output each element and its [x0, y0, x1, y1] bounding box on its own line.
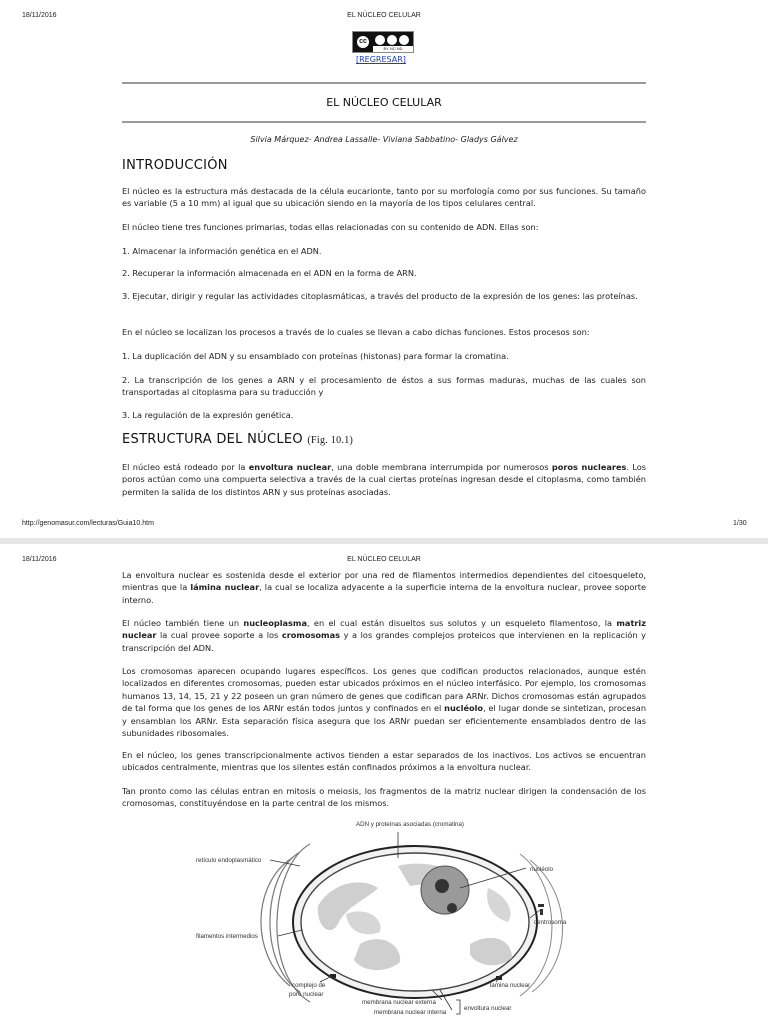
- genes-paragraph: En el núcleo, los genes transcripcionalmente activos tienden a estar separados de los inactivos. Los activos se encuentran ubicados centralmente, mientras que los silentes están confinados próximos a la envoltura nuclear.: [122, 750, 646, 773]
- by-icon: [375, 35, 385, 45]
- function-item: 1. Almacenar la información genética en el ADN.: [122, 246, 322, 256]
- structure-heading: [122, 432, 353, 447]
- centrosome: [540, 909, 543, 915]
- intro-paragraph-1: El núcleo es la estructura más destacada de la célula eucarionte, tanto por su morfología como por sus funciones. Su tamaño es variable (5 a 10 mm) al igual que su ubicación siendo en la mayoría de los tipos celulares central.: [122, 186, 646, 209]
- function-item: 2. Recuperar la información almacenada en el ADN en la forma de ARN.: [122, 268, 417, 278]
- processes-intro: En el núcleo se localizan los procesos a través de lo cuales se llevan a cabo dichas funciones. Estos procesos son:: [122, 327, 590, 337]
- centrosome: [538, 904, 544, 907]
- label-chromatin: ADN y proteínas asociadas (cromatina): [356, 821, 464, 828]
- label-er: retículo endoplasmático: [196, 857, 262, 864]
- label-inner-membrane: membrana nuclear interna: [374, 1009, 447, 1016]
- page-separator: [0, 538, 768, 544]
- title-rule-bottom: [122, 121, 646, 123]
- nucleolus-core: [435, 879, 449, 893]
- page1-date: 18/11/2016: [22, 12, 57, 19]
- title-rule-top: [122, 82, 646, 84]
- label-pore-2: poro nuclear: [289, 991, 324, 998]
- figure-reference: (Fig. 10.1): [307, 435, 354, 446]
- label-centrosome: centrosoma: [534, 919, 567, 926]
- page-title: EL NÚCLEO CELULAR: [326, 96, 442, 109]
- license-strip: BY NC ND: [373, 46, 413, 52]
- page2-header-title: EL NÚCLEO CELULAR: [347, 556, 421, 563]
- nc-icon: [387, 35, 397, 45]
- nucleolus-core: [447, 903, 457, 913]
- back-link[interactable]: [REGRESAR]: [356, 55, 406, 64]
- envelope-paragraph: La envoltura nuclear es sostenida desde el exterior por una red de filamentos intermedios dependientes del citoesqueleto, mientras que la lámina nuclear, la cual se localiza adyacente a la superficie interna de la envoltura nuclear, provee soporte interno.: [122, 570, 647, 605]
- label-envelope: envoltura nuclear: [464, 1005, 512, 1012]
- label-filaments: filamentos intermedios: [196, 933, 258, 940]
- nd-icon: [399, 35, 409, 45]
- structure-paragraph: El núcleo está rodeado por la envoltura nuclear, una doble membrana interrumpida por numerosos poros nucleares. Los poros actúan como una compuerta selectiva a través de la cual ciertas proteínas ingresan desde el citoplasma, como también permiten la salida de los distintos ARN y sus proteínas asociadas.: [122, 462, 647, 497]
- nucleoplasm-paragraph: El núcleo también tiene un nucleoplasma, en el cual están disueltos sus solutos y un esqueleto filamentoso, la matriz nuclear la cual provee soporte a los cromosomas y a los grandes complejos proteicos que intervienen en la replicación y transcripción del ADN.: [122, 618, 647, 653]
- authors: Silvia Márquez- Andrea Lassalle- Viviana Sabbatino- Gladys Gálvez: [250, 135, 518, 144]
- process-item: 2. La transcripción de los genes a ARN y el procesamiento de éstos a sus formas maduras, muchas de las cuales son transportadas al citoplasma para su traducción y: [122, 375, 646, 398]
- structure-heading-text: ESTRUCTURA DEL NÚCLEO: [122, 432, 303, 447]
- label-outer-membrane: membrana nuclear externa: [362, 999, 436, 1006]
- chromosomes-paragraph: Los cromosomas aparecen ocupando lugares específicos. Los genes que codifican productos relacionados, aunque estén localizados en diferentes cromosomas, pueden estar ubicados próximos en el núcleo interfásico. Por ejemplo, los cromosomas humanos 13, 14, 15, 21 y 22 poseen un gran número de genes que codifican para ARNr. Dichos cromosomas están agrupados de tal forma que los genes de los ARNr están todos juntos y confinados en el nucléolo, el lugar donde se sintetizan, procesan y ensamblan los ARNr. Esta separación física asegura que los ARNr puedan ser eficientemente ensamblados dentro de las subunidades ribosomales.: [122, 666, 647, 739]
- page2-date: 18/11/2016: [22, 556, 57, 563]
- label-lamina: lamina nuclear: [490, 982, 531, 989]
- creative-commons-badge[interactable]: [352, 31, 414, 53]
- function-item: 3. Ejecutar, dirigir y regular las actividades citoplasmáticas, a través del producto de la expresión de los genes: las proteínas.: [122, 291, 638, 301]
- intro-paragraph-2: El núcleo tiene tres funciones primarias, todas ellas relacionadas con su contenido de ADN. Ellas son:: [122, 222, 539, 232]
- process-item: 3. La regulación de la expresión genética.: [122, 410, 294, 420]
- cc-icon: cc: [355, 34, 371, 50]
- nucleus-diagram: [0, 814, 768, 1024]
- label-pore-1: complejo de: [292, 982, 326, 989]
- process-item: 1. La duplicación del ADN y su ensamblado con proteínas (histonas) para formar la cromatina.: [122, 351, 509, 361]
- label-nucleolus: nucléolo: [530, 866, 554, 873]
- footer-url[interactable]: http://genomasur.com/lecturas/Guia10.htm: [22, 520, 154, 527]
- footer-page-number: 1/30: [733, 520, 747, 527]
- mitosis-paragraph: Tan pronto como las células entran en mitosis o meiosis, los fragmentos de la matriz nuclear dirigen la condensación de los cromosomas, constituyéndose en la parte central de los mismos.: [122, 786, 646, 809]
- nuclear-pore: [330, 974, 336, 978]
- intro-heading: INTRODUCCIÓN: [122, 158, 228, 173]
- page1-header-title: EL NÚCLEO CELULAR: [347, 12, 421, 19]
